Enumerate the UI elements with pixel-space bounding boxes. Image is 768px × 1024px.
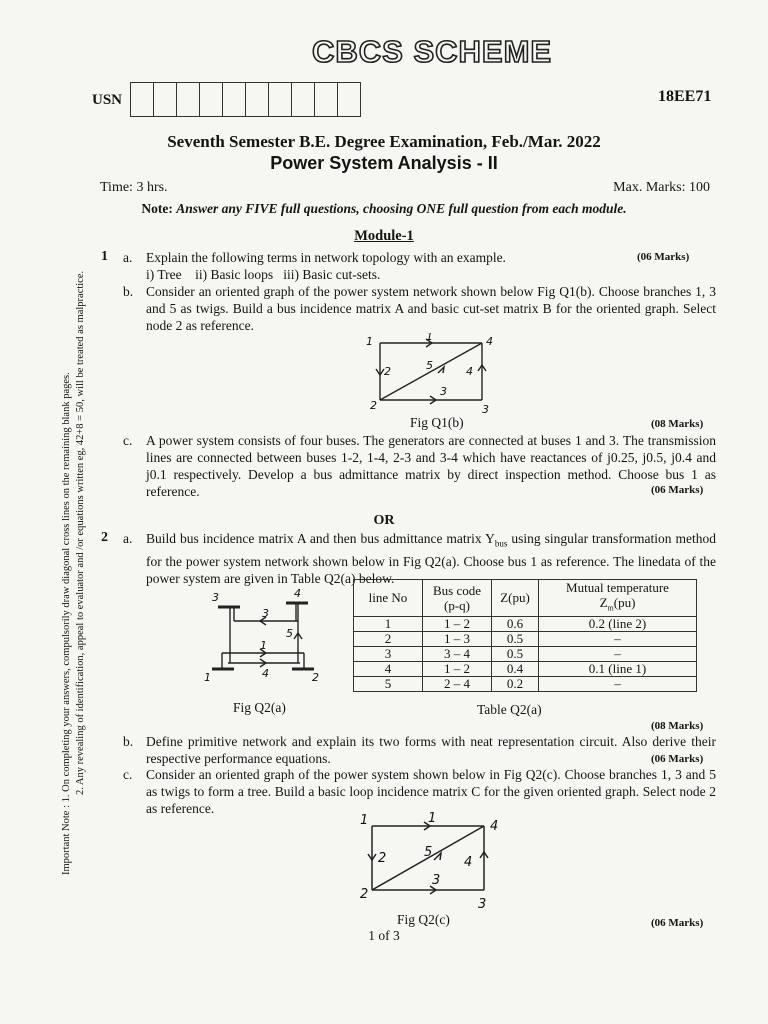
header-mutual: Mutual temperature (566, 580, 669, 595)
header-pu: (pu) (613, 595, 636, 610)
table-row (354, 616, 697, 631)
table-cell: 3 (354, 646, 423, 661)
figure-caption: Fig Q2(a) (233, 700, 286, 715)
time-allowed: Time: 3 hrs. (100, 180, 168, 195)
graph-edge-label: 2 (384, 365, 391, 378)
graph-edge-label: 4 (262, 667, 269, 680)
q1a-items: i) Tree ii) Basic loops iii) Basic cut-sets. (146, 267, 381, 282)
graph-edge-label: 3 (440, 385, 447, 398)
graph-node-label: 1 (360, 813, 369, 828)
part-letter: c. (123, 433, 133, 448)
header-bus-code: Bus code (432, 582, 482, 598)
graph-figure-q1b (360, 333, 500, 413)
table-cell: 0.5 (492, 646, 539, 661)
table-cell: 0.1 (line 1) (539, 661, 697, 676)
graph-node-label: 3 (482, 403, 489, 413)
table-cell: 0.4 (492, 661, 539, 676)
usn-box[interactable] (153, 82, 176, 117)
part-letter: c. (123, 767, 133, 782)
figure-caption: Fig Q2(c) (397, 912, 450, 927)
header-zm: Z (599, 595, 608, 610)
usn-box[interactable] (291, 82, 314, 117)
usn-box[interactable] (245, 82, 268, 117)
table-cell: 2 – 4 (423, 676, 492, 691)
q1b-text: Consider an oriented graph of the power system network shown below Fig Q1(b). Choose branches 1, 3 and 5 as twigs. Build a bus incidence matrix A and basic cut-set matrix B for the oriented graph. Select node 2 as reference. (146, 284, 716, 333)
graph-node-label: 3 (212, 591, 219, 604)
question-number: 1 (101, 249, 108, 264)
graph-edge-label: 4 (466, 365, 473, 378)
figure-caption: Fig Q1(b) (410, 415, 464, 430)
graph-node-label: 1 (366, 335, 373, 348)
graph-edge-label: 4 (464, 855, 473, 870)
graph-edge-label: 3 (262, 607, 269, 620)
q1c-marks: (06 Marks) (651, 484, 704, 496)
part-letter: b. (123, 734, 134, 749)
q2a-marks: (08 Marks) (651, 720, 704, 732)
important-side-note (60, 235, 88, 875)
usn-box[interactable] (268, 82, 291, 117)
ybus-subscript: bus (494, 538, 508, 549)
graph-edge-label: 2 (378, 851, 387, 866)
table-cell: 3 – 4 (423, 646, 492, 661)
header-pq: (p-q) (444, 597, 470, 613)
usn-box[interactable] (199, 82, 222, 117)
graph-node-label: 3 (478, 897, 487, 912)
table-cell: 0.2 (492, 676, 539, 691)
subject-code: 18EE71 (658, 88, 712, 105)
graph-node-label: 2 (360, 887, 369, 902)
question-number: 2 (101, 530, 108, 545)
side-note-line-2: 2. Any revealing of identification, appeal to evaluator and /or equations written eg, 42+8 = 50, will be treated as malpractice. (75, 270, 86, 795)
q2a-text-part2: using singular transformation method for the power system network shown below in Fig Q2(a). Choose bus 1 as reference. The linedata of the power system are given in Table Q2(a) below. (146, 531, 716, 586)
q1b-marks: (08 Marks) (651, 418, 704, 430)
max-marks: Max. Marks: 100 (613, 180, 710, 195)
table-cell: 4 (354, 661, 423, 676)
table-row (354, 646, 697, 661)
part-letter: b. (123, 284, 134, 299)
or-separator: OR (373, 513, 395, 528)
q2c-marks: (06 Marks) (651, 917, 704, 929)
q1a-text: Explain the following terms in network topology with an example. (146, 250, 506, 265)
graph-node-label: 4 (490, 819, 499, 834)
usn-box[interactable] (314, 82, 337, 117)
usn-box[interactable] (222, 82, 245, 117)
header-zm-sub: m (607, 603, 614, 613)
q2b-text: Define primitive network and explain its two forms with neat representation circuit. Also derive their respective performance equations. (146, 734, 716, 766)
part-letter: a. (123, 250, 133, 265)
usn-label: USN (92, 92, 123, 108)
scheme-stamp: CBCS SCHEME (312, 34, 553, 69)
graph-node-label: 2 (312, 671, 319, 684)
q1a-marks: (06 Marks) (637, 251, 690, 263)
graph-edge-label: 5 (286, 627, 293, 640)
page-number: 1 of 3 (368, 928, 400, 943)
graph-edge-label: 1 (426, 333, 433, 343)
table-cell: 1 – 2 (423, 661, 492, 676)
note-label: Note: (141, 201, 173, 216)
instructions-note (0, 201, 768, 217)
line-data-table (353, 579, 697, 692)
graph-edge-label: 3 (432, 873, 441, 888)
graph-edge-label: 1 (428, 812, 437, 826)
usn-box[interactable] (176, 82, 199, 117)
graph-edge-label: 5 (426, 359, 433, 372)
table-cell: 0.5 (492, 631, 539, 646)
table-cell: – (539, 631, 697, 646)
q2a-text-part1: Build bus incidence matrix A and then bus admittance matrix Y (146, 531, 495, 546)
subject-title: Power System Analysis - II (270, 153, 498, 173)
graph-edge-label: 5 (424, 845, 433, 860)
q2c-text: Consider an oriented graph of the power system shown below in Fig Q2(c). Choose branches 1, 3 and 5 as twigs to form a tree. Build a basic loop incidence matrix C for the given oriented graph. Select node 2 as reference. (146, 767, 716, 816)
graph-figure-q2c (350, 812, 510, 912)
table-caption: Table Q2(a) (477, 702, 542, 717)
table-row (354, 631, 697, 646)
graph-node-label: 1 (204, 671, 211, 684)
table-cell: 1 – 3 (423, 631, 492, 646)
table-cell: 0.2 (line 2) (539, 616, 697, 631)
table-header-cell (539, 580, 697, 617)
usn-box[interactable] (337, 82, 361, 117)
graph-node-label: 4 (294, 587, 301, 600)
table-header-cell: line No (354, 580, 423, 617)
table-cell: 0.6 (492, 616, 539, 631)
graph-edge-label: 1 (260, 639, 267, 652)
table-cell: – (539, 646, 697, 661)
note-text: Answer any FIVE full questions, choosing ONE full question from each module. (176, 201, 627, 216)
exam-title: Seventh Semester B.E. Degree Examination, Feb./Mar. 2022 (167, 132, 601, 151)
graph-node-label: 4 (486, 335, 493, 348)
usn-box[interactable] (130, 82, 153, 117)
table-row (354, 661, 697, 676)
table-cell: 1 – 2 (423, 616, 492, 631)
bus-network-figure-q2a (200, 585, 340, 685)
q2b-marks: (06 Marks) (651, 753, 704, 765)
table-cell: 5 (354, 676, 423, 691)
usn-boxes[interactable] (130, 82, 361, 117)
table-row (354, 676, 697, 691)
graph-node-label: 2 (370, 399, 377, 412)
table-cell: – (539, 676, 697, 691)
table-cell: 1 (354, 616, 423, 631)
table-header-cell (423, 580, 492, 617)
table-header-cell: Z(pu) (492, 580, 539, 617)
table-header-row (354, 580, 697, 617)
side-note-line-1: Important Note : 1. On completing your answers, compulsorily draw diagonal cross lines on the remaining blank pages. (61, 372, 72, 875)
module-heading: Module-1 (354, 228, 414, 244)
table-cell: 2 (354, 631, 423, 646)
q1c-text: A power system consists of four buses. The generators are connected at buses 1 and 3. The transmission lines are connected between buses 1-2, 1-4, 2-3 and 3-4 which have reactances of j0.25, j0.5, j0.4 and j0.1 respectively. Develop a bus admittance matrix by direct inspection method. Choose bus 1 as reference. (146, 433, 716, 499)
part-letter: a. (123, 531, 133, 546)
